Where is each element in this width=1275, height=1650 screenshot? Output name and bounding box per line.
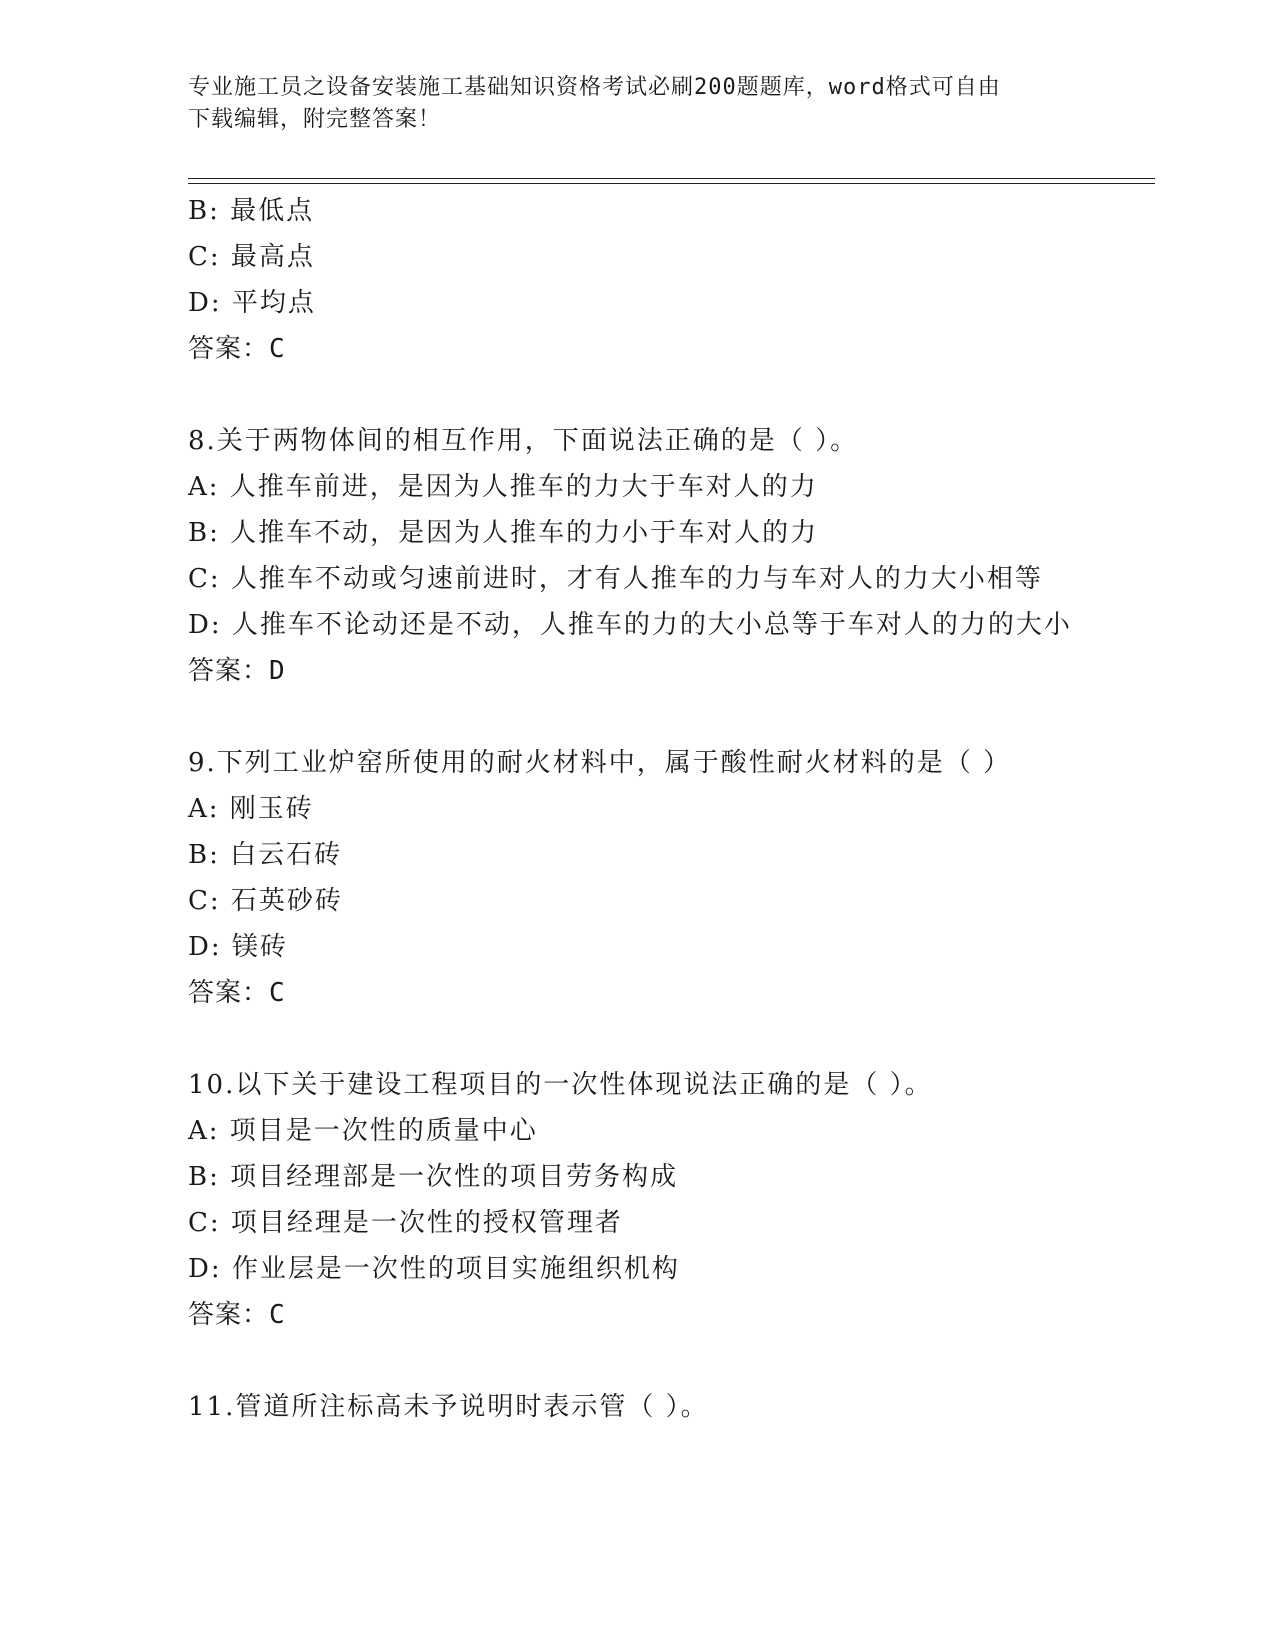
header-divider	[188, 178, 1155, 184]
option-b: B: 白云石砖	[188, 840, 343, 870]
option-b: B: 最低点	[188, 196, 315, 226]
question-8	[188, 418, 1088, 694]
answer: 答案：C	[188, 978, 286, 1008]
answer: 答案：C	[188, 1300, 286, 1330]
option-a: A: 人推车前进，是因为人推车的力大于车对人的力	[188, 472, 818, 502]
option-c: C: 石英砂砖	[188, 886, 343, 916]
spacer	[188, 372, 1088, 418]
header-line-2: 下载编辑，附完整答案！	[188, 107, 442, 132]
question-10	[188, 1062, 1088, 1338]
option-c: C: 最高点	[188, 242, 315, 272]
answer: 答案：C	[188, 334, 286, 364]
answer: 答案：D	[188, 656, 286, 686]
option-a: A: 项目是一次性的质量中心	[188, 1116, 538, 1146]
question-7-tail	[188, 188, 1088, 372]
option-a: A: 刚玉砖	[188, 794, 314, 824]
option-d: D: 人推车不论动还是不动，人推车的力的大小总等于车对人的力的大小	[188, 610, 1072, 640]
question-stem: 10.以下关于建设工程项目的一次性体现说法正确的是（ ）。	[188, 1070, 933, 1100]
spacer	[188, 1016, 1088, 1062]
option-c: C: 人推车不动或匀速前进时，才有人推车的力与车对人的力大小相等	[188, 564, 1043, 594]
question-stem: 9.下列工业炉窑所使用的耐火材料中，属于酸性耐火材料的是（ ）	[188, 748, 1012, 778]
document-header	[188, 72, 1088, 136]
spacer	[188, 694, 1088, 740]
question-stem: 8.关于两物体间的相互作用，下面说法正确的是（ ）。	[188, 426, 859, 456]
question-stem: 11.管道所注标高未予说明时表示管（ ）。	[188, 1392, 709, 1422]
option-c: C: 项目经理是一次性的授权管理者	[188, 1208, 623, 1238]
header-line-1: 专业施工员之设备安装施工基础知识资格考试必刷200题题库，word格式可自由	[188, 75, 1001, 100]
question-9	[188, 740, 1088, 1016]
spacer	[188, 1338, 1088, 1384]
option-d: D: 镁砖	[188, 932, 288, 962]
option-d: D: 作业层是一次性的项目实施组织机构	[188, 1254, 680, 1284]
option-d: D: 平均点	[188, 288, 316, 318]
question-list	[188, 188, 1088, 1430]
option-b: B: 项目经理部是一次性的项目劳务构成	[188, 1162, 679, 1192]
option-b: B: 人推车不动，是因为人推车的力小于车对人的力	[188, 518, 819, 548]
question-11	[188, 1384, 1088, 1430]
